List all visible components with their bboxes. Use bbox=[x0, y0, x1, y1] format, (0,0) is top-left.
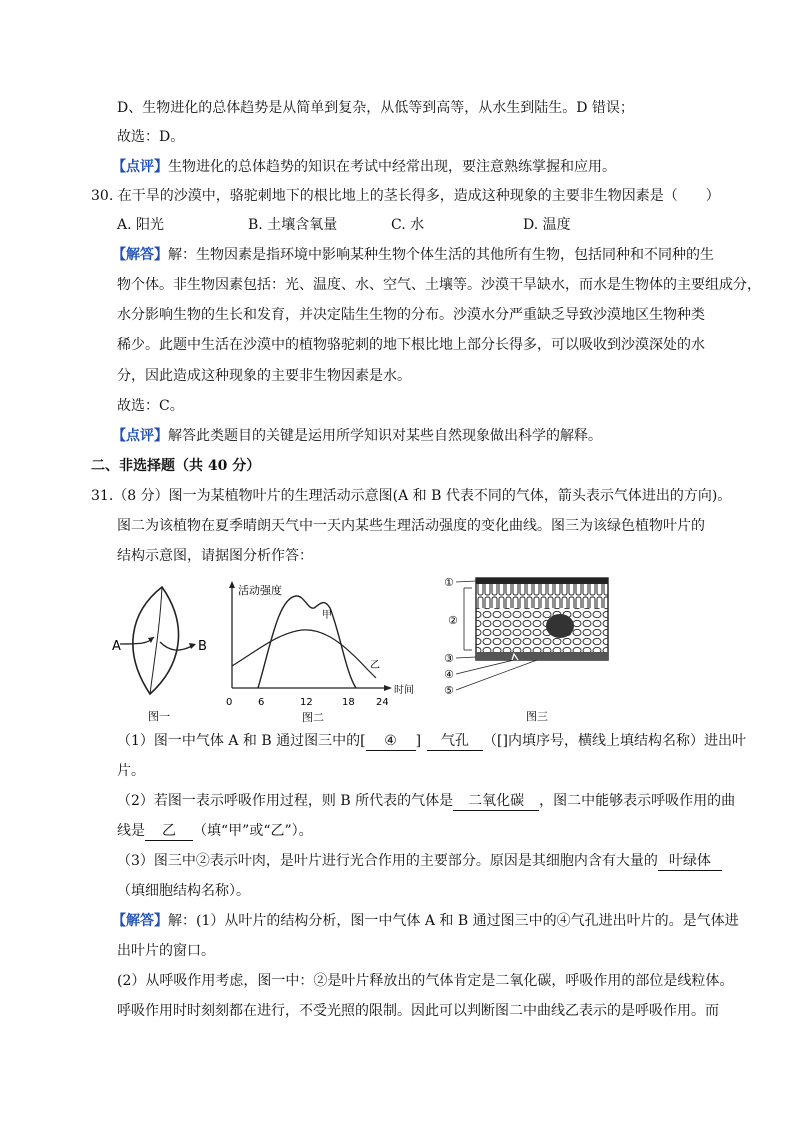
q31-part-1-text: （[]内填序号，横线上填结构名称）进出叶 bbox=[483, 733, 746, 749]
leaf-outline bbox=[133, 587, 179, 694]
spongy-tissue bbox=[476, 608, 608, 652]
q30-answer-line-4: 稀少。此题中生活在沙漠中的植物骆驼刺的地下根比地上部分长得多，可以吸收到沙漠深处的水 bbox=[117, 337, 705, 353]
tick-12: 12 bbox=[300, 697, 313, 708]
label-3: ③ bbox=[444, 652, 454, 665]
label-5: ⑤ bbox=[444, 684, 454, 697]
answer-tag: 【解答】 bbox=[112, 913, 168, 929]
upper-epidermis bbox=[476, 578, 608, 584]
figure-3-leaf-cross-section bbox=[442, 574, 617, 724]
q31-answer-line-3: (2）从呼吸作用考虑，图一中：②是叶片释放出的气体肯定是二氧化碳，呼吸作用的部位是线粒体。 bbox=[117, 973, 734, 989]
leader-line bbox=[456, 581, 476, 582]
section-title: 二、非选择题（共 40 分） bbox=[91, 458, 261, 474]
x-axis-arrow-icon bbox=[384, 685, 392, 691]
q31-part-3 bbox=[117, 851, 722, 871]
answer-blank-organelle: 叶绿体 bbox=[658, 853, 722, 871]
q31-part-2-text: （填“甲”或“乙”）。 bbox=[193, 823, 313, 839]
series-jia-label: 甲 bbox=[322, 610, 332, 621]
y-axis-label: 活动强度 bbox=[238, 584, 282, 597]
gas-b-label: B bbox=[198, 639, 207, 654]
q31-stem-line-3: 结构示意图，请据图分析作答： bbox=[117, 548, 313, 564]
review-line bbox=[112, 157, 616, 177]
label-2: ② bbox=[448, 614, 458, 627]
q30-option-a: A. 阳光 bbox=[117, 217, 165, 233]
palisade-tissue bbox=[476, 584, 608, 608]
figure-1-leaf-diagram bbox=[110, 582, 220, 722]
q31-part-2 bbox=[117, 791, 735, 811]
q31-answer-line-2: 出叶片的窗口。 bbox=[117, 943, 215, 959]
q30-option-d: D. 温度 bbox=[523, 217, 571, 233]
tick-24: 24 bbox=[376, 697, 389, 708]
tick-18: 18 bbox=[342, 697, 355, 708]
q31-answer-line-4: 呼吸作用时时刻刻都在进行，不受光照的限制。因此可以判断图二中曲线乙表示的是呼吸作用。而 bbox=[117, 1003, 719, 1019]
answer-blank-gas: 二氧化碳 bbox=[453, 793, 539, 811]
q30-option-c: C. 水 bbox=[391, 217, 425, 233]
answer-text: 解：(1）从叶片的结构分析，图一中气体 A 和 B 通过图三中的④气孔进出叶片的。是气体进 bbox=[168, 913, 739, 929]
curve-jia bbox=[258, 596, 356, 688]
bracket-close: ] bbox=[415, 733, 422, 749]
q31-stem-line-1: 31.（8 分）图一为某植物叶片的生理活动示意图(A 和 B 代表不同的气体，箭头表示气体进出的方向)。 bbox=[91, 488, 732, 504]
y-axis-arrow-icon bbox=[229, 581, 235, 588]
q31-part-2-text: （2）若图一表示呼吸作用过程，则 B 所代表的气体是 bbox=[117, 793, 454, 809]
figure-2-activity-chart bbox=[218, 578, 418, 723]
q30-answer-line-3: 水分影响生物的生长和发育，并决定陆生生物的分布。沙漠水分严重缺乏导致沙漠地区生物种类 bbox=[117, 307, 705, 323]
curve-yi bbox=[232, 630, 376, 678]
arrowhead-icon bbox=[148, 637, 154, 643]
q31-part-2-text: ，图二中能够表示呼吸作用的曲 bbox=[539, 793, 736, 809]
answer-tag: 【解答】 bbox=[112, 247, 168, 263]
review-text: 生物进化的总体趋势的知识在考试中经常出现，要注意熟练掌握和应用。 bbox=[168, 159, 616, 175]
q31-stem-line-2: 图二为该植物在夏季晴朗天气中一天内某些生理活动强度的变化曲线。图三为该绿色植物叶片的 bbox=[117, 518, 705, 534]
review-tag: 【点评】 bbox=[112, 428, 168, 444]
x-axis-label: 时间 bbox=[394, 685, 414, 696]
q30-answer-line-1 bbox=[112, 245, 714, 265]
choice-line: 故选：D。 bbox=[117, 129, 185, 145]
leader-line bbox=[456, 657, 476, 658]
label-1: ① bbox=[444, 576, 454, 589]
q30-answer-line-2: 物个体。非生物因素包括：光、温度、水、空气、土壤等。沙漠干旱缺水，而水是生物体的主要组成分， bbox=[117, 277, 761, 293]
q30-review-line bbox=[112, 426, 602, 446]
answer-text: 解：生物因素是指环境中影响某种生物个体生活的其他所有生物，包括同种和不同种的生 bbox=[168, 247, 714, 263]
tick-6: 6 bbox=[258, 697, 265, 708]
vein bbox=[546, 614, 574, 638]
q31-part-3-text: （3）图三中②表示叶肉，是叶片进行光合作用的主要部分。原因是其细胞内含有大量的 bbox=[117, 853, 658, 869]
q31-part-2-text: 线是 bbox=[117, 823, 145, 839]
gas-a-label: A bbox=[112, 639, 121, 654]
q31-part-3-cont: （填细胞结构名称）。 bbox=[117, 883, 250, 899]
q31-part-1-cont: 片。 bbox=[117, 763, 145, 779]
q30-stem: 30. 在干旱的沙漠中，骆驼刺地下的根比地上的茎长得多，造成这种现象的主要非生物因素是（ ） bbox=[91, 188, 720, 204]
option-d-explanation: D、生物进化的总体趋势是从简单到复杂，从低等到高等，从水生到陆生。D 错误； bbox=[117, 100, 634, 116]
tick-0: 0 bbox=[226, 697, 233, 708]
q30-choice: 故选：C。 bbox=[117, 398, 184, 414]
series-yi-label: 乙 bbox=[370, 660, 380, 671]
answer-blank-number: ④ bbox=[366, 733, 416, 751]
review-text: 解答此类题目的关键是运用所学知识对某些自然现象做出科学的解释。 bbox=[168, 428, 602, 444]
answer-blank-curve: 乙 bbox=[145, 823, 193, 841]
q31-part-2-cont bbox=[117, 821, 313, 841]
q31-part-1-text: （1）图一中气体 A 和 B 通过图三中的[ bbox=[117, 733, 366, 749]
q30-option-b: B. 土壤含氧量 bbox=[248, 217, 338, 233]
review-tag: 【点评】 bbox=[112, 159, 168, 175]
figure-2-caption: 图二 bbox=[302, 711, 324, 723]
lower-epidermis bbox=[476, 652, 608, 660]
figure-1-caption: 图一 bbox=[148, 710, 170, 722]
q30-answer-line-5: 分，因此造成这种现象的主要非生物因素是水。 bbox=[117, 368, 411, 384]
gas-b-arrow bbox=[160, 642, 192, 650]
q31-part-1 bbox=[117, 731, 746, 751]
figure-3-caption: 图三 bbox=[526, 710, 548, 723]
arrowhead-icon bbox=[189, 643, 196, 649]
q31-answer-line-1 bbox=[112, 911, 739, 931]
answer-blank-structure: 气孔 bbox=[427, 733, 483, 751]
label-4: ④ bbox=[444, 668, 454, 681]
